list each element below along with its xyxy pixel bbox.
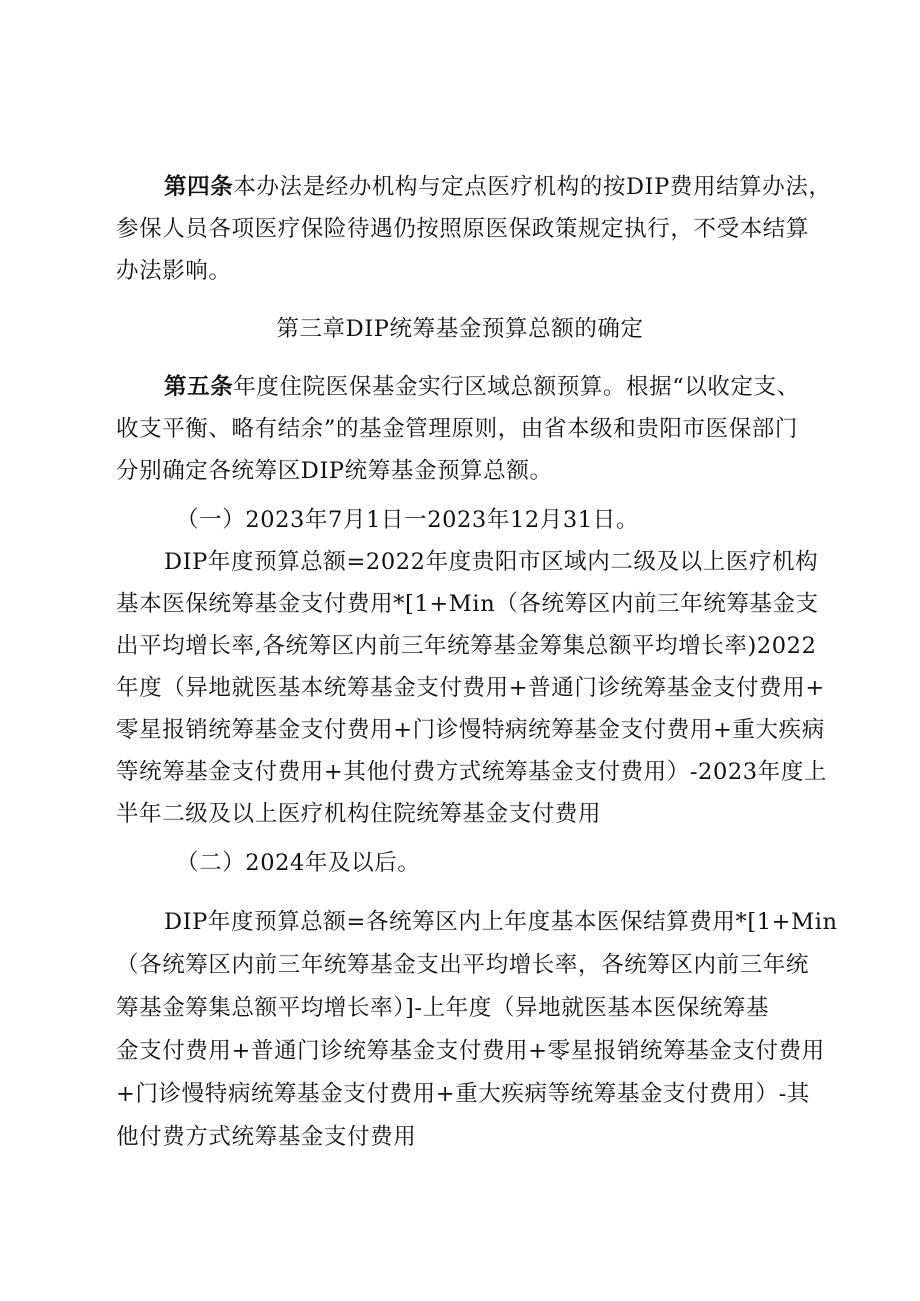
- article4-text-1: 本办法是经办机构与定点医疗机构的按DIP费用结算办法，: [233, 174, 832, 200]
- section2-formula-line: 他付费方式统筹基金支付费用: [116, 1124, 417, 1150]
- section2-formula-line: +门诊慢特病统筹基金支付费用+重大疾病等统筹基金支付费用）-其: [116, 1081, 810, 1107]
- section2-formula-line: DIP年度预算总额=各统筹区内上年度基本医保结算费用*[1+Min: [164, 909, 838, 935]
- section1-formula-line: 出平均增长率,各统筹区内前三年统筹基金筹集总额平均增长率)2022: [116, 633, 817, 659]
- section2-heading: （二）2024年及以后。: [176, 850, 421, 876]
- section1-heading: （一）2023年7月1日一2023年12月31日。: [176, 507, 639, 533]
- article4-line-2: 参保人员各项医疗保险待遇仍按照原医保政策规定执行，不受本结算: [116, 216, 810, 242]
- article5-label: 第五条: [164, 374, 234, 400]
- article4-line-1: [164, 172, 832, 202]
- article5-text-1: 年度住院医保基金实行区域总额预算。根据“以收定支、: [233, 374, 800, 400]
- section1-formula-line: 基本医保统筹基金支付费用*[1+Min（各统筹区内前三年统筹基金支: [116, 591, 819, 617]
- section2-formula-line: （各统筹区内前三年统筹基金支出平均增长率，各统筹区内前三年统: [116, 952, 810, 978]
- section1-formula-line: 年度（异地就医基本统筹基金支付费用+普通门诊统筹基金支付费用+: [116, 675, 825, 701]
- article5-line-1: [164, 372, 800, 402]
- chapter-title: 第三章DIP统筹基金预算总额的确定: [276, 316, 644, 342]
- section1-formula-line: 等统筹基金支付费用+其他付费方式统筹基金支付费用）-2023年度上: [116, 759, 828, 785]
- article5-line-2: 收支平衡、略有结余”的基金管理原则，由省本级和贵阳市医保部门: [116, 416, 799, 442]
- article4-line-3: 办法影响。: [116, 258, 232, 284]
- section1-formula-line: DIP年度预算总额=2022年度贵阳市区域内二级及以上医疗机构: [164, 549, 819, 575]
- section2-formula-line: 筹基金筹集总额平均增长率）]-上年度（异地就医基本医保统筹基: [116, 995, 770, 1021]
- section1-formula-line: 零星报销统筹基金支付费用+门诊慢特病统筹基金支付费用+重大疾病: [116, 717, 825, 743]
- article4-label: 第四条: [164, 174, 234, 200]
- article5-line-3: 分别确定各统筹区DIP统筹基金预算总额。: [116, 458, 553, 484]
- section2-formula-line: 金支付费用+普通门诊统筹基金支付费用+零星报销统筹基金支付费用: [116, 1038, 825, 1064]
- section1-formula-line: 半年二级及以上医疗机构住院统筹基金支付费用: [116, 801, 602, 827]
